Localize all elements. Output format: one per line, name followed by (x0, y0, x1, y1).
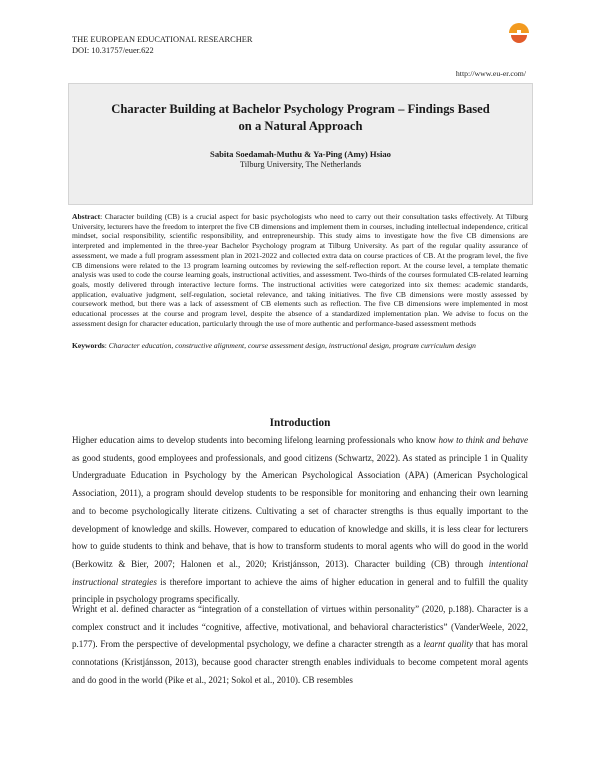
journal-header (72, 34, 252, 56)
journal-url[interactable]: http://www.eu-er.com/ (455, 69, 526, 78)
keywords-text: Character education, constructive alignment, course assessment design, instructional design, program curriculum design (108, 341, 476, 350)
abstract-text: : Character building (CB) is a crucial aspect for basic psychologists who need to carry out their consultation tasks effectively. At Tilburg University, lecturers have the freedom to interpret the five CB dimensions and implement them in courses, including intellectual independence, critical mindset, social responsibility, scientific responsibility, and entrepreneurship. This study aims to investigate how the five CB dimensions are interpreted and implemented in the three-year Bachelor Psychology program at Tilburg University. As part of the regular quality assurance of assessment, we made a full program assessment plan in 2021-2022 and collected extra data on course practices of CB. At the program level, the five CB dimensions were related to the 13 program learning outcomes by reviewing the self-reflection report. At the course level, a template thematic analysis was used to code the course learning goals, instructional activities, and assessment. Two-thirds of the courses formulated CB-related learning goals, mostly delivered through interactive lecture forms. The instructional activities were categorized into six themes: academic standards, application, evaluative judgment, self-regulation, societal relevance, and taking initiatives. The five CB dimensions were mostly assessed by coursework method, but there was a lack of assessment of CB elements such as reflection. The five CB dimensions were implemented in most educational processes at the course and program level, despite the absence of a standardized implementation plan. We advise to focus on the assessment design for character education, particularly through the use of more authentic and performance-based assessment methods (72, 212, 528, 328)
authors: Sabita Soedamah-Muthu & Ya-Ping (Amy) Hsiao (210, 149, 391, 159)
abstract-label: Abstract (72, 212, 101, 221)
p2-text-c: that has moral connotations (Kristjánsson, 2013), because good character strength enables individuals to become competent moral agents and do good in the world (Pike et al., 2021; Sokol et al., 2010). CB resembles (72, 639, 529, 685)
keywords-label: Keywords (72, 341, 105, 350)
intro-paragraph-1 (72, 432, 528, 609)
p2-text-a: Wright et al. defined character as “integration of a constellation of virtues within personality” (2020, p.188). Character is a complex construct and it includes “cognitive, affective, motivational, and behavioral characteristics” (VanderWeele, 2022, p.177). From the perspective of developmental psychology, we define a character strength as a (72, 604, 528, 650)
abstract (72, 212, 528, 328)
p1-text-c: as good students, good employees and professionals, and good citizens (Schwartz, 2022). As stated as principle 1 in Quality Undergraduate Education in Psychology by the American Psychological Association (APA) (American Psychological Association, 2011), a program should develop students to be responsible for monitoring and enhancing their own learning and to become psychologically literate citizens. Cultivating a set of character strengths is thus equally important to the development of knowledge and skills. However, compared to education of knowledge and skills, it is less clear for lecturers how to guide students to think and behave, that is how to transform students to moral agents who will do good in the world (Berkowitz & Bier, 2007; Halonen et al., 2020; Kristjánsson, 2013). Character building (CB) through (72, 452, 528, 569)
keywords-sep: : (104, 341, 109, 350)
intro-paragraph-2 (72, 601, 528, 690)
p1-emph-d: intentional instructional strategies (72, 558, 528, 587)
logo-center (517, 30, 521, 34)
p1-emph-b: how to think and behave (438, 435, 528, 445)
doi: DOI: 10.31757/euer.622 (72, 46, 154, 55)
section-heading: Introduction (269, 417, 331, 429)
title-line-1: Character Building at Bachelor Psychology Program – Findings Based (111, 102, 490, 116)
p1-text-a: Higher education aims to develop students into becoming lifelong learning professionals who know (72, 435, 439, 445)
logo-bottom-half (511, 35, 527, 43)
p2-emph-b: learnt quality (423, 639, 473, 650)
affiliation: Tilburg University, The Netherlands (239, 160, 362, 169)
journal-logo-icon (506, 20, 532, 46)
title-line-2: on a Natural Approach (238, 119, 363, 133)
title-box (68, 83, 533, 205)
journal-name: THE EUROPEAN EDUCATIONAL RESEARCHER (72, 35, 253, 44)
paper-title (99, 101, 502, 135)
p1-text-e: is therefore important to achieve the aims of higher education in general and to fulfill the quality principle in psychology programs specifically. (72, 576, 528, 605)
keywords (72, 340, 528, 351)
